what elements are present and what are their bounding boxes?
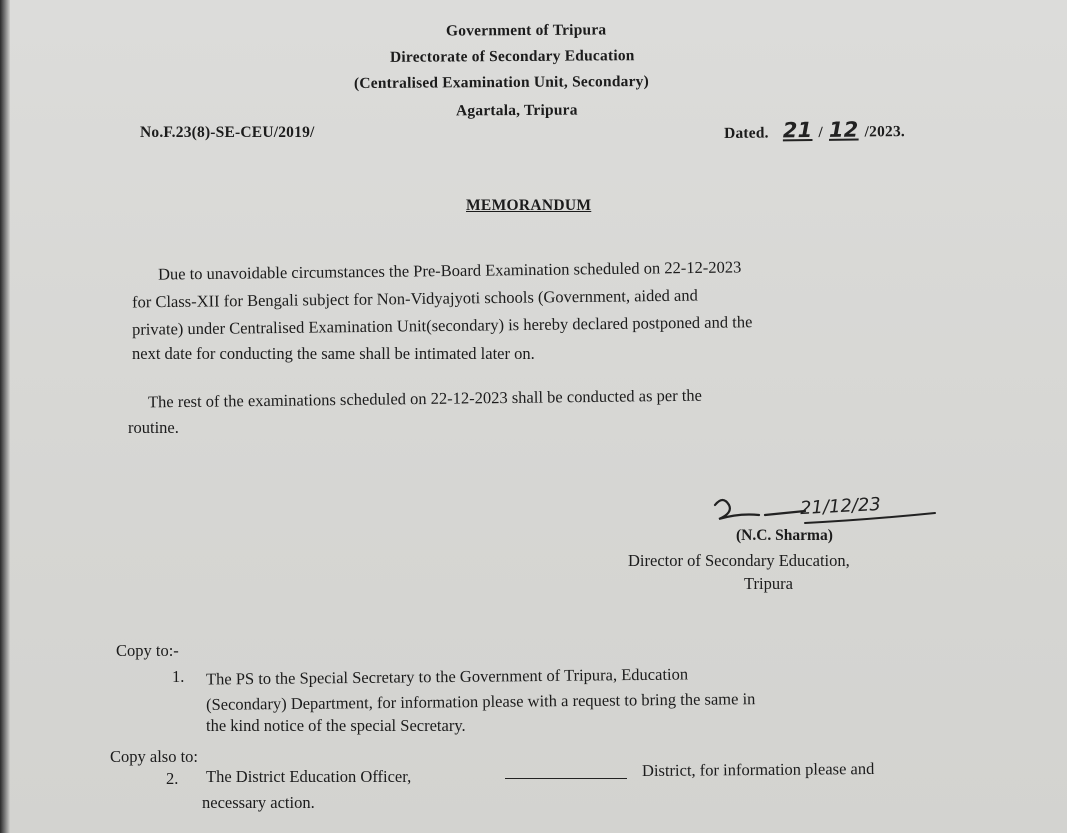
para2-line2: routine.: [128, 418, 179, 437]
para1-line4: next date for conducting the same shall be intimated later on.: [132, 344, 535, 363]
copy-item2-prefix: The District Education Officer,: [206, 767, 412, 786]
header-location: Agartala, Tripura: [455, 101, 578, 120]
dated-label: Dated.: [723, 124, 769, 142]
header-government: Government of Tripura: [445, 21, 607, 40]
signatory-place: Tripura: [744, 574, 793, 593]
para1-line1: Due to unavoidable circumstances the Pre-Board Examination scheduled on 22-12-2023: [157, 257, 742, 284]
copy-item1-line2: (Secondary) Department, for information please with a request to bring the same in: [205, 689, 756, 714]
signatory-name: (N.C. Sharma): [736, 527, 833, 544]
date-month: 12: [828, 117, 859, 142]
issue-date: [724, 117, 905, 143]
date-day: 21: [782, 118, 813, 143]
copy-also-label: Copy also to:: [110, 747, 199, 766]
copy-item1-number: 1.: [172, 667, 185, 686]
date-sep-2: /: [864, 123, 870, 141]
date-sep-1: /: [818, 123, 824, 141]
copy-item2-number: 2.: [166, 769, 179, 788]
district-blank-line: [505, 778, 627, 779]
copy-item2-line2: necessary action.: [202, 793, 315, 812]
para1-line2: for Class-XII for Bengali subject for Non-Vidyajyoti schools (Government, aided and: [131, 285, 698, 312]
date-year: 2023.: [868, 123, 906, 141]
copy-to-label: Copy to:-: [116, 641, 179, 660]
signatory-designation: Director of Secondary Education,: [628, 551, 850, 570]
memorandum-title: MEMORANDUM: [466, 197, 592, 214]
para1-line3: private) under Centralised Examination Unit(secondary) is hereby declared postponed and the: [131, 312, 753, 339]
copy-item1-line3: the kind notice of the special Secretary.: [206, 716, 466, 735]
header-unit: (Centralised Examination Unit, Secondary): [353, 72, 650, 93]
para2-line1: The rest of the examinations scheduled on 22-12-2023 shall be conducted as per the: [147, 385, 703, 412]
page-binding-edge: [0, 0, 10, 833]
reference-number: No.F.23(8)-SE-CEU/2019/: [140, 124, 315, 141]
memo-page: [10, 0, 1067, 833]
signature-date: 21/12/23: [799, 493, 882, 520]
copy-item2-suffix: District, for information please and: [641, 758, 875, 781]
header-directorate: Directorate of Secondary Education: [389, 47, 635, 66]
copy-item1-line1: The PS to the Special Secretary to the Government of Tripura, Education: [205, 664, 689, 689]
